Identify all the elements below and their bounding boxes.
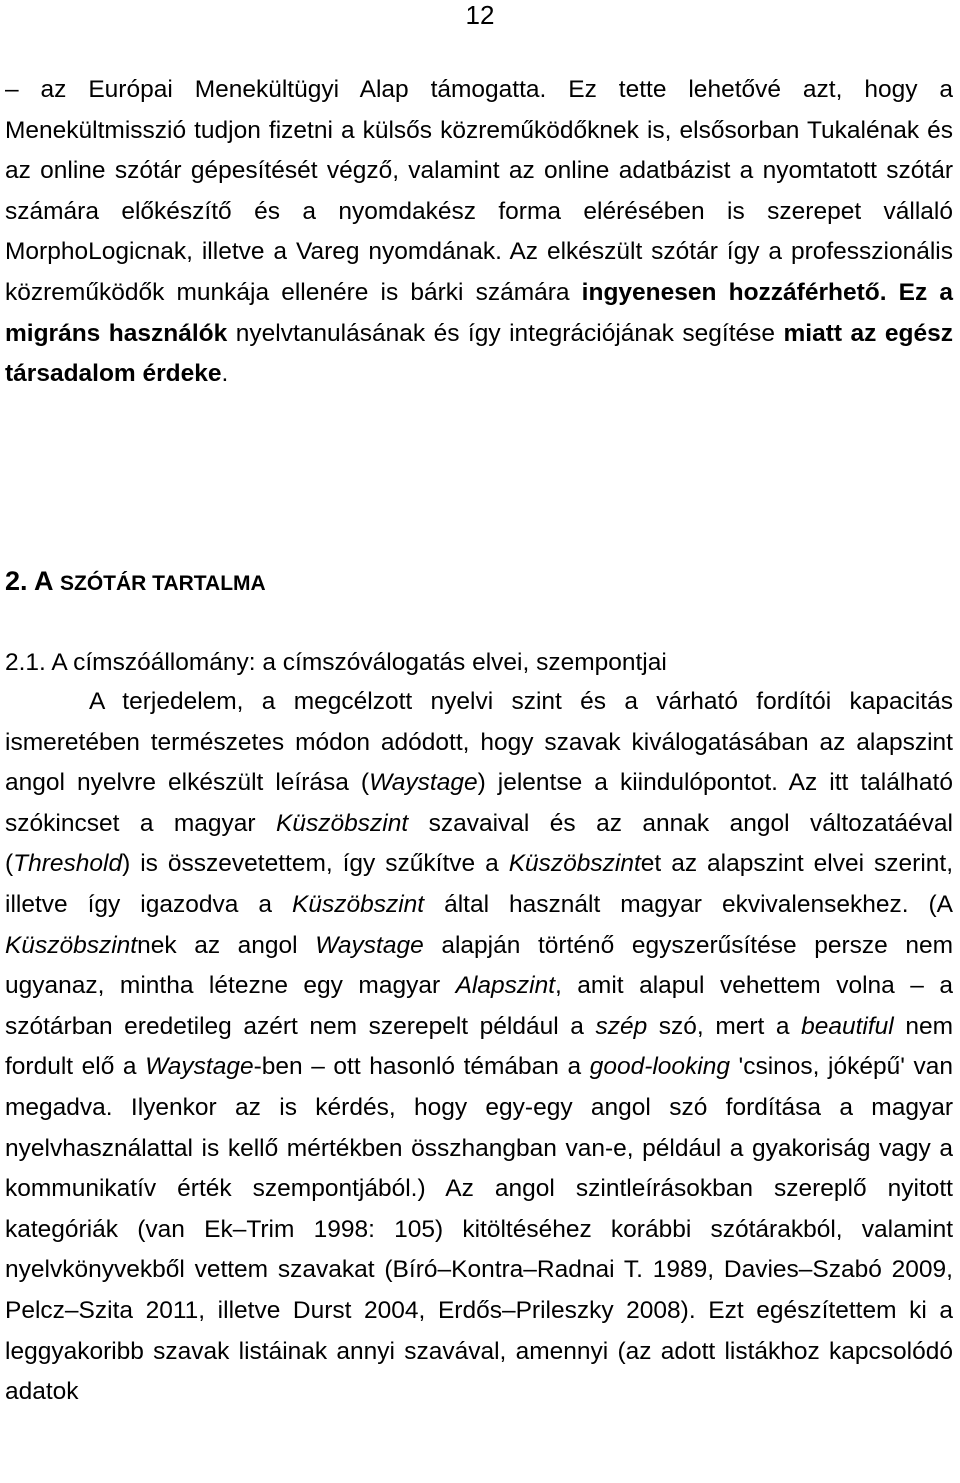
intro-paragraph — [5, 70, 953, 395]
italic-run: beautiful — [801, 1012, 894, 1040]
section-title: SZÓTÁR TARTALMA — [60, 572, 266, 595]
italic-run: Threshold — [13, 850, 123, 878]
text-run: alapján történő egyszerűsítése persze nem ugyanaz, mintha létezne egy magyar — [5, 931, 953, 1000]
text-run: nek az angol — [137, 931, 316, 959]
text-run: ) is összevetettem, így szűkítve a — [122, 850, 509, 878]
italic-run: Waystage — [369, 769, 478, 797]
italic-run: szép — [595, 1012, 648, 1040]
text-run: . — [221, 360, 229, 388]
text-run: ) jelentse a kiindulópontot. Az itt található szókincset a magyar — [5, 769, 953, 837]
text-run: 'csinos, jóképű' van megadva. Ilyenkor az is kérdés, hogy egy-egy angol szó fordítása a magyar nyelvhasználattal is kellő mértékben összhangban van-e, például a gyakoriság vagy a kommunikatív érték szempontjából.) Az angol szintleírásokban szereplő nyitott kategóriák (van Ek–Trim 1998: 105) kitöltéséhez korábbi szótárakból, valamint nyelvkönyvekből vettem szavakat (Bíró–Kontra–Radnai T. 1989, Davies–Szabó 2009, Pelcz–Szita 2011, illetve Durst 2004, Erdős–Prileszky 2008). Ezt egészítettem ki a leggyakoribb szavak listáinak annyi szavával, amennyi (az adott listákhoz kapcsolódó adatok — [5, 1053, 953, 1406]
body-paragraph — [5, 682, 953, 1413]
text-run: nem fordult elő a — [5, 1012, 953, 1081]
italic-run: Alapszint — [455, 972, 556, 1000]
bold-run: ingyenesen hozzáférhető. Ez a migráns használók — [5, 278, 953, 347]
italic-run: Küszöbszint — [276, 809, 409, 837]
section-heading — [5, 561, 266, 604]
italic-run: Küszöbszint — [508, 850, 641, 878]
italic-run: good-looking — [589, 1053, 730, 1081]
italic-run: Küszöbszint — [291, 890, 425, 918]
text-run: nyelvtanulásának és így integrációjának segítése — [227, 319, 784, 347]
text-run: által használt magyar ekvivalensekhez. (A — [424, 890, 954, 918]
subsection-heading: 2.1. A címszóállomány: a címszóválogatás elvei, szempontjai — [5, 649, 667, 676]
italic-run: Küszöbszint — [5, 931, 138, 959]
text-run: -ben – ott hasonló témában a — [253, 1053, 590, 1081]
text-run: et az alapszint elvei szerint, illetve így igazodva a — [5, 850, 953, 918]
text-run: szó, mert a — [647, 1012, 802, 1040]
section-number: 2. A — [5, 566, 61, 596]
italic-run: Waystage — [315, 931, 424, 959]
bold-run: miatt az egész társadalom érdeke — [5, 319, 953, 388]
text-run: – az Európai Menekültügyi Alap támogatta. Ez tette lehetővé azt, hogy a Menekültmisszió tudjon fizetni a külsős közreműködőknek is, elsősorban Tukalénak és az online szótár gépesítését végző, valamint az online adatbázist a nyomtatott szótár számára előkészítő és a nyomdakész forma elérésében is szerepet vállaló MorphoLogicnak, illetve a Vareg nyomdának. Az elkészült szótár így a professzionális közreműködők munkája ellenére is bárki számára — [5, 76, 953, 306]
italic-run: Waystage — [145, 1053, 254, 1081]
page-number: 12 — [465, 0, 495, 30]
text-run: A terjedelem, a megcélzott nyelvi szint és a várható fordítói kapacitás ismeretében természetes módon adódott, hogy szavak kiválogatásában az alapszint angol nyelvre elkészült leírása ( — [5, 688, 953, 797]
text-run: , amit alapul vehettem volna – a szótárban eredetileg azért nem szerepelt például a — [5, 972, 953, 1040]
text-run: szavaival és az annak angol változatáéval ( — [5, 809, 954, 878]
